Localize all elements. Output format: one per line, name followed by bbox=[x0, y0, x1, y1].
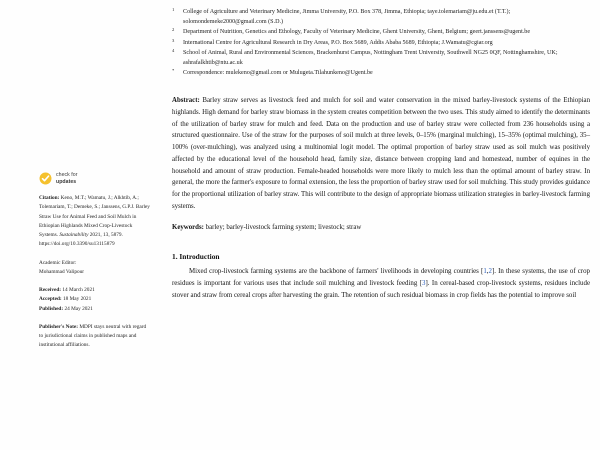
intro-text-b: , bbox=[486, 268, 489, 276]
publishers-note-text: MDPI stays neutral with regard to jurisdictional claims in published maps and institutional affiliations. bbox=[39, 323, 147, 349]
citation-ref-3[interactable]: 3 bbox=[422, 280, 426, 288]
citation-ref-1[interactable]: 1 bbox=[483, 268, 487, 276]
received-label: Received: bbox=[39, 287, 62, 294]
abstract-text: Barley straw serves as livestock feed and mulch for soil and water conservation in the mixed barley-livestock systems of the Ethiopian highlands. High demand for barley straw biomass in the system creates competition between the two uses. This study aimed to identify the determinants of the utilization of barley straw for mulch and feed. Data on the production and use of barley straw were collected from 236 households using a structured questionnaire. Use of the straw for the purposes of soil mulch at three levels, 0–15% (marginal mulching), 15–35% (optimal mulching), 35–100% (over-mulching), was analyzed using a multinomial logit model. The optimal proportion of barley straw used as soil mulch was positively affected by the educational level of the household head, family size, distance between cropping land and homestead, number of equines in the household and amount of straw production. Female-headed households were more likely to mulch less than the optimal amount of barley straw. In general, the more the farmer's exposure to formal extension, the less the proportion of barley straw used for soil mulching. This study provides guidance for the proportional utilization of barley straw. This will contribute to the design of appropriate biomass utilization strategies in barley-livestock farming systems. bbox=[172, 97, 590, 210]
affiliation-item bbox=[172, 28, 590, 38]
affiliation-text: College of Agriculture and Veterinary Medicine, Jimma University, P.O. Box 378, Jimma, Ethiopia; taye.tolemariam@ju.edu.et (T.T.); solomondemeke2000@gmail.com (S.D.) bbox=[183, 9, 511, 25]
citation-journal: Sustainability bbox=[59, 232, 89, 239]
accepted-label: Accepted: bbox=[39, 296, 62, 303]
keywords-label: Keywords: bbox=[172, 223, 204, 231]
affiliation-item bbox=[172, 39, 590, 49]
correspondence-marker: * bbox=[172, 68, 175, 74]
citation-ref-2[interactable]: 2 bbox=[488, 268, 492, 276]
academic-editor-block bbox=[39, 259, 151, 278]
affiliation-marker: 4 bbox=[172, 47, 175, 53]
introduction-heading: 1. Introduction bbox=[172, 252, 220, 262]
received-date: 14 March 2021 bbox=[61, 287, 95, 294]
intro-text-d: ]. In cereal-based crop-livestock systems, residues include stover and straw from cereal crops after harvesting the grain. The retention of such residual biomass in crop fields has the potential to improve soil bbox=[172, 280, 590, 300]
affiliation-marker: 2 bbox=[172, 27, 175, 33]
affiliation-text: School of Animal, Rural and Environmental Sciences, Brackenhurst Campus, Nottingham Trent University, Southwell NG25 0QF, Nottinghamshire, UK; ashrafalkhtib@ntu.ac.uk bbox=[183, 49, 558, 66]
affiliations-list bbox=[172, 8, 590, 79]
accepted-date: 18 May 2021 bbox=[61, 296, 92, 303]
affiliation-item bbox=[172, 8, 590, 28]
crossmark-badge[interactable] bbox=[39, 172, 151, 185]
citation-label: Citation: bbox=[39, 195, 60, 201]
affiliation-text: International Centre for Agricultural Research in Dry Areas, P.O. Box 5689, Addis Ababa 5689, Ethiopia; J.Wamatu@cgiar.org bbox=[183, 39, 493, 46]
crossmark-line1: check for bbox=[56, 172, 78, 178]
introduction-paragraph bbox=[172, 266, 590, 302]
published-label: Published: bbox=[39, 305, 64, 312]
crossmark-label bbox=[56, 172, 78, 185]
intro-text-a: Mixed crop-livestock farming systems are the backbone of farmers' livelihoods in developing countries [ bbox=[189, 268, 484, 276]
dates-block bbox=[39, 286, 151, 314]
publishers-note-label: Publisher's Note: bbox=[39, 323, 78, 330]
correspondence-text: Correspondence: mulekeno@gmail.com or Mulugeta.Tilahunkeno@Ugent.be bbox=[183, 70, 373, 77]
abstract-paragraph bbox=[172, 95, 590, 213]
intro-text-c: ]. In these systems, the use of crop residues is important for various uses that include soil mulching and livestock feeding [ bbox=[172, 268, 590, 288]
citation-text: Keno, M.T.; Wamatu, J.; Alkhtib, A.; Tolemariam, T.; Demeke, S.; Janssens, G.P.J. Barley Straw Use for Animal Feed and Soil Mulch in Ethiopian Highlands Mixed Crop-Livestock Systems. bbox=[39, 195, 150, 239]
published-date: 24 May 2021 bbox=[63, 305, 93, 312]
affiliation-marker: 3 bbox=[172, 37, 175, 43]
crossmark-line2: updates bbox=[56, 178, 77, 185]
affiliation-text: Department of Nutrition, Genetics and Ethology, Faculty of Veterinary Medicine, Ghent University, Ghent, Belgium; geert.janssens@ugent.be bbox=[183, 29, 531, 36]
citation-doi[interactable]: 2021, 13, 5879. https://doi.org/10.3390/su13115879 bbox=[39, 232, 123, 248]
affiliation-item bbox=[172, 49, 590, 69]
main-column bbox=[172, 0, 590, 302]
keywords-text: barley; barley-livestock farming system; livestock; straw bbox=[203, 223, 362, 231]
correspondence-item bbox=[172, 69, 590, 79]
affiliation-marker: 1 bbox=[172, 7, 175, 12]
check-circle-icon bbox=[39, 172, 52, 185]
sidebar bbox=[39, 172, 151, 360]
keywords-line bbox=[172, 222, 590, 234]
publishers-note-block bbox=[39, 323, 151, 351]
citation-block bbox=[39, 194, 151, 250]
academic-editor-label: Academic Editor: bbox=[39, 259, 77, 266]
abstract-label: Abstract: bbox=[172, 97, 200, 105]
academic-editor-name: Mohammad Valipour bbox=[39, 268, 85, 275]
